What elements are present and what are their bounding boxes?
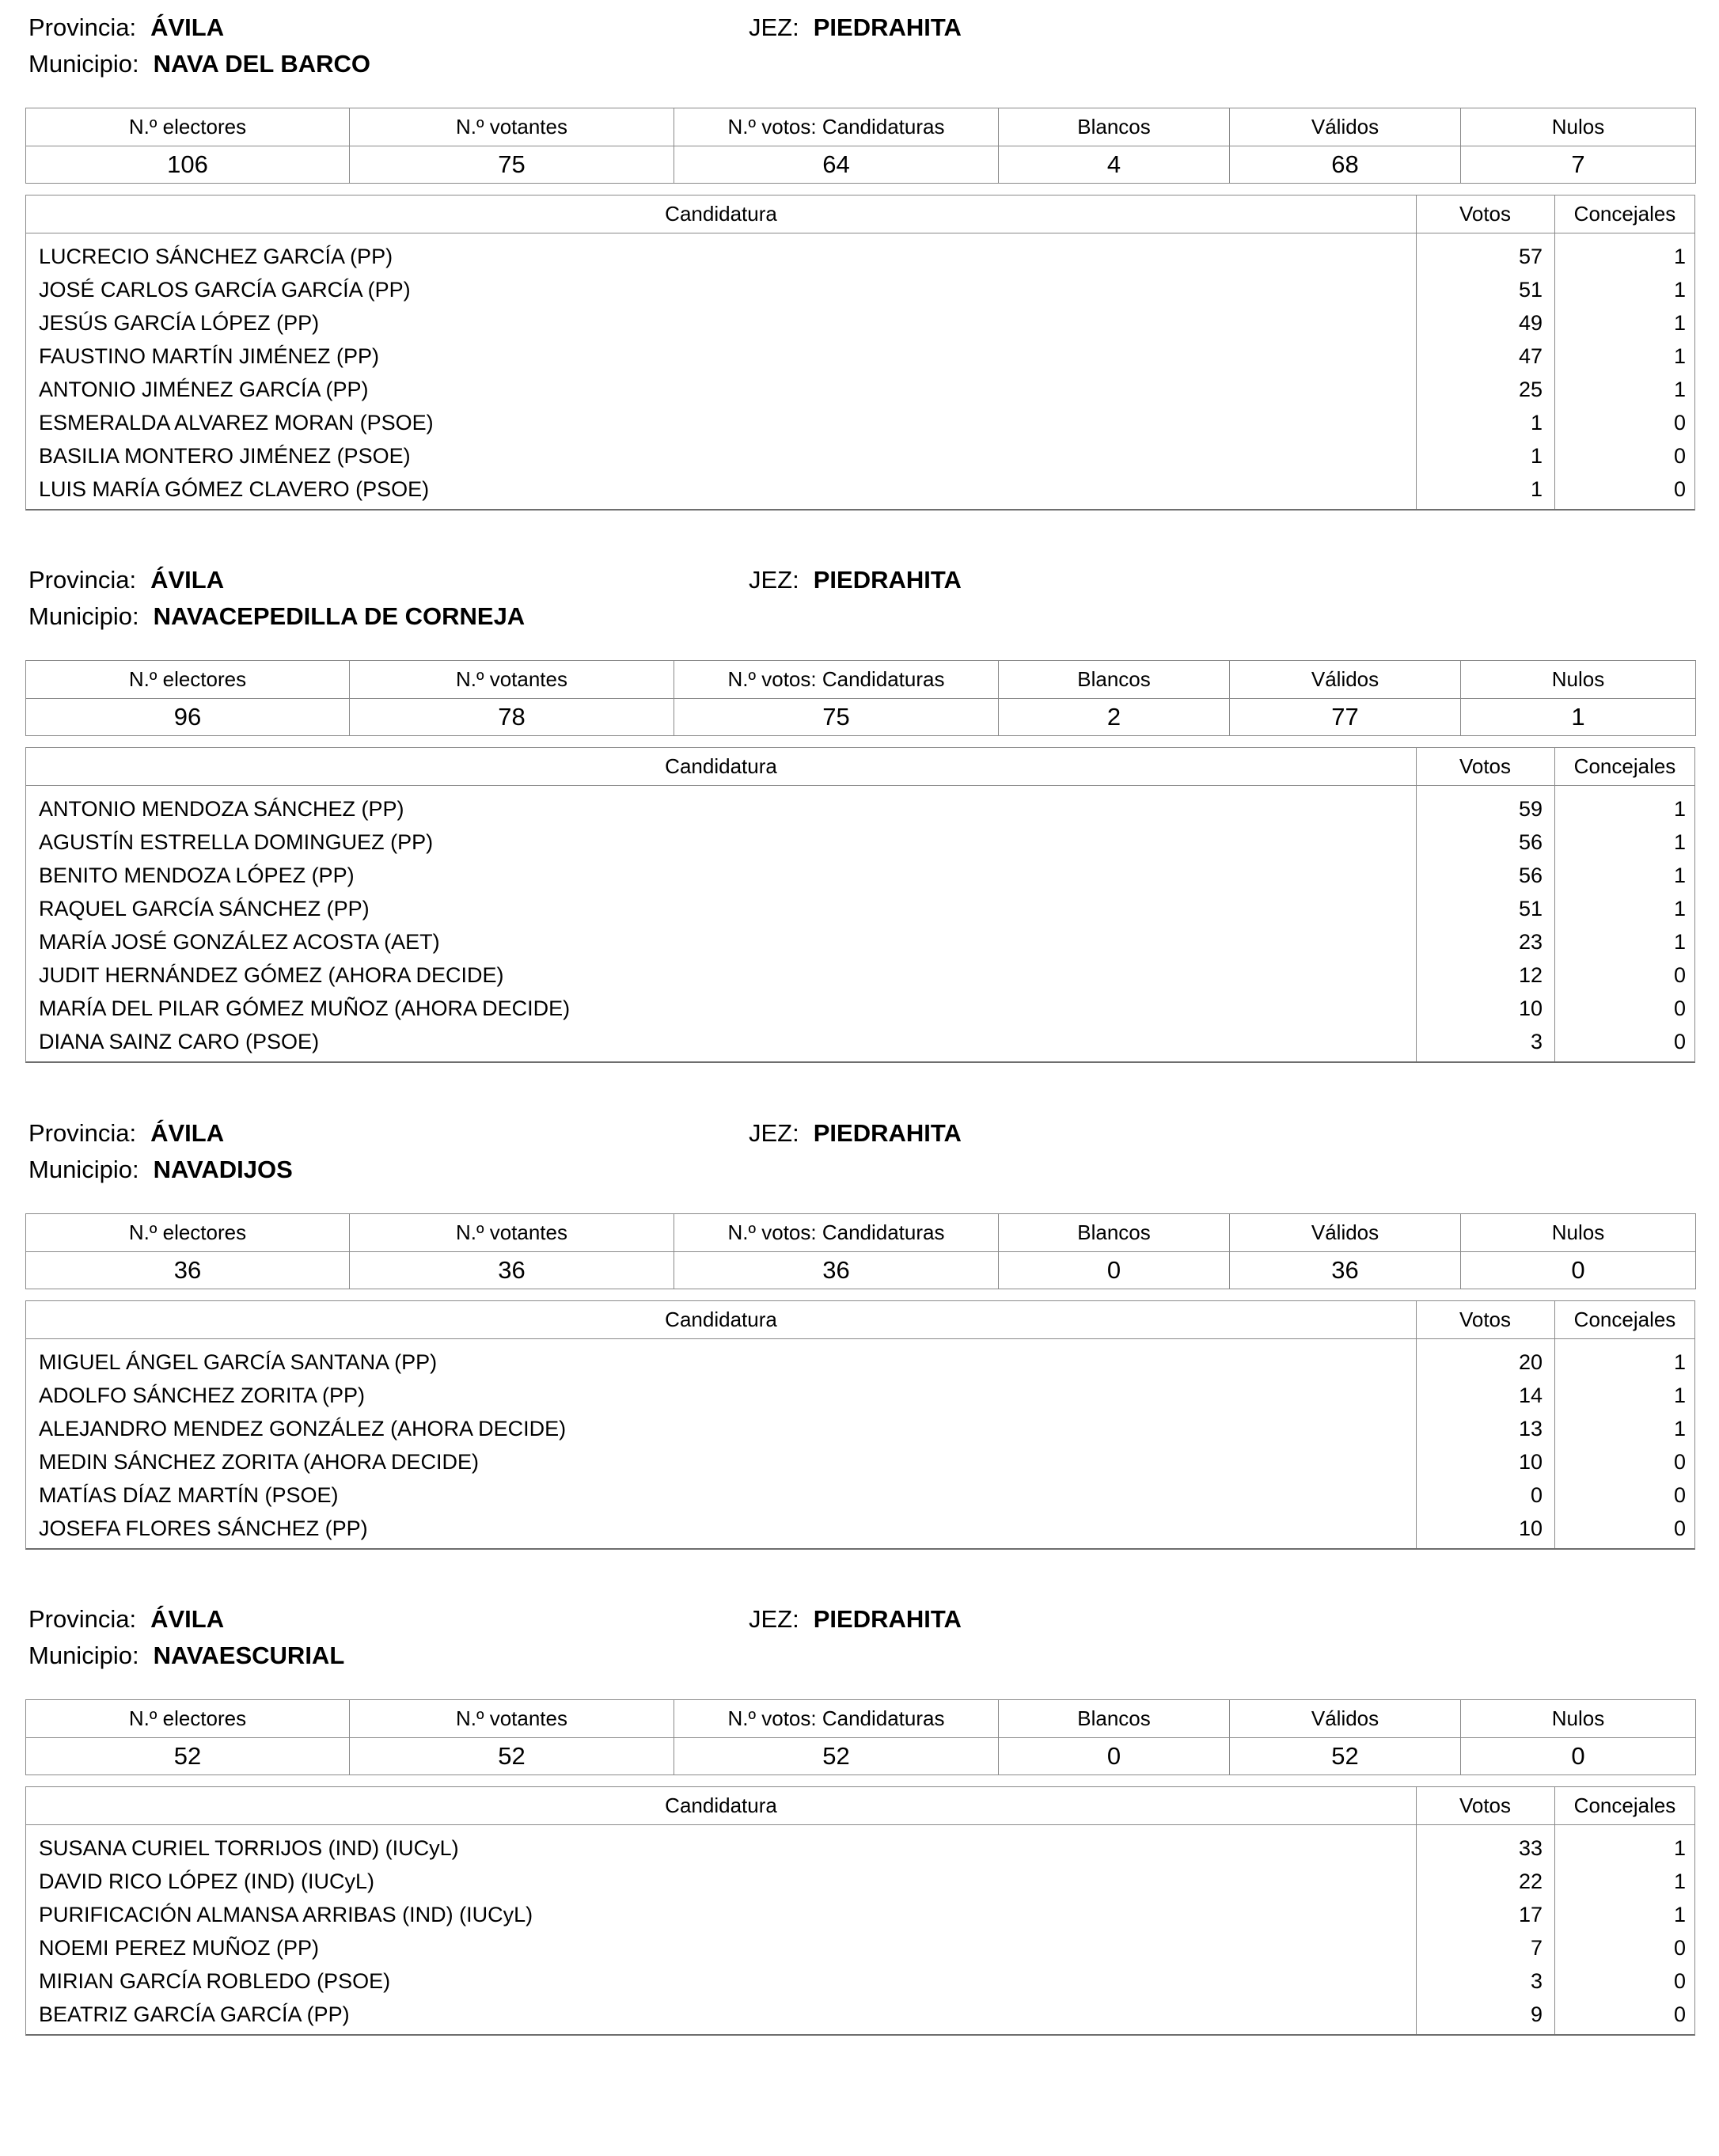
summary-header-electores: N.º electores xyxy=(26,108,350,146)
jez-value: PIEDRAHITA xyxy=(813,566,962,594)
candidate-votes: 3 xyxy=(1530,1969,1543,1993)
candidate-name: BEATRIZ GARCÍA GARCÍA (PP) xyxy=(39,2002,350,2026)
summary-table xyxy=(25,1699,1696,1775)
summary-header-validos: Válidos xyxy=(1230,661,1461,699)
candidate-votes: 1 xyxy=(1530,477,1543,501)
summary-header-votos_candidaturas: N.º votos: Candidaturas xyxy=(674,1700,999,1738)
summary-table xyxy=(25,108,1696,184)
candidate-votes: 57 xyxy=(1518,245,1543,268)
summary-header-votantes: N.º votantes xyxy=(350,1214,674,1252)
summary-header-validos: Válidos xyxy=(1230,108,1461,146)
concejales-header: Concejales xyxy=(1573,1794,1676,1817)
candidate-votes: 13 xyxy=(1518,1417,1543,1440)
summary-header-votantes: N.º votantes xyxy=(350,661,674,699)
summary-value-validos: 77 xyxy=(1230,698,1461,736)
provincia-line xyxy=(28,564,224,596)
candidate-name: LUIS MARÍA GÓMEZ CLAVERO (PSOE) xyxy=(39,477,430,501)
municipio-line xyxy=(28,48,370,80)
candidate-votes: 23 xyxy=(1518,930,1543,954)
candidate-votes: 51 xyxy=(1518,278,1543,302)
summary-header-blancos: Blancos xyxy=(999,108,1230,146)
candidate-name: MATÍAS DÍAZ MARTÍN (PSOE) xyxy=(39,1483,339,1507)
candidate-councillors: 1 xyxy=(1673,1350,1686,1374)
candidate-name: LUCRECIO SÁNCHEZ GARCÍA (PP) xyxy=(39,245,393,268)
candidate-row xyxy=(26,1412,1694,1445)
candidate-row xyxy=(26,340,1694,373)
provincia-line xyxy=(28,12,224,44)
candidate-votes: 25 xyxy=(1518,378,1543,401)
candidates-table xyxy=(25,195,1695,511)
candidate-row xyxy=(26,1025,1694,1058)
candidate-row xyxy=(26,1478,1694,1512)
summary-value-validos: 68 xyxy=(1230,146,1461,184)
provincia-label: Provincia: xyxy=(28,566,137,594)
candidate-councillors: 1 xyxy=(1673,311,1686,335)
candidate-councillors: 1 xyxy=(1673,378,1686,401)
votos-header: Votos xyxy=(1459,1794,1512,1817)
summary-header-votos_candidaturas: N.º votos: Candidaturas xyxy=(674,661,999,699)
candidate-row xyxy=(26,439,1694,473)
candidate-councillors: 1 xyxy=(1673,245,1686,268)
candidate-row xyxy=(26,1445,1694,1478)
candidates-table xyxy=(25,747,1695,1063)
candidate-name: JESÚS GARCÍA LÓPEZ (PP) xyxy=(39,311,320,335)
candidate-row xyxy=(26,273,1694,306)
municipio-value: NAVAESCURIAL xyxy=(153,1642,345,1669)
summary-value-votantes: 78 xyxy=(350,698,674,736)
candidate-row xyxy=(26,1931,1694,1964)
summary-value-electores: 96 xyxy=(26,698,350,736)
summary-value-electores: 36 xyxy=(26,1251,350,1289)
candidate-row xyxy=(26,958,1694,992)
concejales-header: Concejales xyxy=(1573,1308,1676,1331)
candidate-row xyxy=(26,892,1694,925)
summary-header-nulos: Nulos xyxy=(1461,661,1696,699)
candidate-name: MEDIN SÁNCHEZ ZORITA (AHORA DECIDE) xyxy=(39,1450,480,1474)
candidates-header xyxy=(26,1787,1694,1825)
candidate-name: AGUSTÍN ESTRELLA DOMINGUEZ (PP) xyxy=(39,830,434,854)
candidate-name: DAVID RICO LÓPEZ (IND) (IUCyL) xyxy=(39,1869,375,1893)
candidatura-header: Candidatura xyxy=(665,754,777,778)
candidate-row xyxy=(26,992,1694,1025)
municipio-label: Municipio: xyxy=(28,1156,139,1183)
summary-value-blancos: 0 xyxy=(999,1251,1230,1289)
provincia-label: Provincia: xyxy=(28,1119,137,1147)
municipio-line xyxy=(28,601,525,632)
candidate-votes: 22 xyxy=(1518,1869,1543,1893)
provincia-value: ÁVILA xyxy=(150,1119,225,1147)
candidate-councillors: 1 xyxy=(1673,930,1686,954)
candidate-name: MARÍA JOSÉ GONZÁLEZ ACOSTA (AET) xyxy=(39,930,440,954)
candidate-row xyxy=(26,826,1694,859)
summary-header-electores: N.º electores xyxy=(26,1214,350,1252)
municipio-line xyxy=(28,1640,344,1672)
candidate-name: ANTONIO JIMÉNEZ GARCÍA (PP) xyxy=(39,378,369,401)
candidate-councillors: 0 xyxy=(1673,1450,1686,1474)
candidate-councillors: 0 xyxy=(1673,1936,1686,1960)
candidate-votes: 51 xyxy=(1518,897,1543,920)
candidate-councillors: 0 xyxy=(1673,477,1686,501)
votos-header: Votos xyxy=(1459,754,1512,778)
candidate-name: DIANA SAINZ CARO (PSOE) xyxy=(39,1030,320,1053)
candidate-votes: 10 xyxy=(1518,1450,1543,1474)
concejales-header: Concejales xyxy=(1573,202,1676,226)
candidate-councillors: 0 xyxy=(1673,2002,1686,2026)
candidate-name: MIGUEL ÁNGEL GARCÍA SANTANA (PP) xyxy=(39,1350,438,1374)
jez-line xyxy=(749,12,962,44)
candidate-votes: 49 xyxy=(1518,311,1543,335)
summary-table xyxy=(25,660,1696,736)
candidate-row xyxy=(26,1831,1694,1865)
summary-header-votos_candidaturas: N.º votos: Candidaturas xyxy=(674,108,999,146)
candidate-name: ESMERALDA ALVAREZ MORAN (PSOE) xyxy=(39,411,434,435)
summary-value-nulos: 0 xyxy=(1461,1251,1696,1289)
candidate-row xyxy=(26,1865,1694,1898)
candidatura-header: Candidatura xyxy=(665,1308,777,1331)
candidate-row xyxy=(26,859,1694,892)
candidate-row xyxy=(26,473,1694,506)
summary-header-blancos: Blancos xyxy=(999,1214,1230,1252)
summary-value-electores: 52 xyxy=(26,1737,350,1775)
summary-header-electores: N.º electores xyxy=(26,661,350,699)
candidate-votes: 56 xyxy=(1518,830,1543,854)
municipio-label: Municipio: xyxy=(28,602,139,630)
candidate-name: JOSEFA FLORES SÁNCHEZ (PP) xyxy=(39,1516,368,1540)
candidate-councillors: 1 xyxy=(1673,1417,1686,1440)
candidate-name: JOSÉ CARLOS GARCÍA GARCÍA (PP) xyxy=(39,278,411,302)
candidate-row xyxy=(26,1964,1694,1998)
votos-header: Votos xyxy=(1459,202,1512,226)
candidate-votes: 1 xyxy=(1530,411,1543,435)
candidate-name: JUDIT HERNÁNDEZ GÓMEZ (AHORA DECIDE) xyxy=(39,963,504,987)
candidate-votes: 17 xyxy=(1518,1903,1543,1926)
candidates-header xyxy=(26,195,1694,233)
candidate-votes: 14 xyxy=(1518,1384,1543,1407)
candidatura-header: Candidatura xyxy=(665,1794,777,1817)
candidate-votes: 9 xyxy=(1530,2002,1543,2026)
summary-header-nulos: Nulos xyxy=(1461,1700,1696,1738)
candidate-votes: 33 xyxy=(1518,1836,1543,1860)
concejales-header: Concejales xyxy=(1573,754,1676,778)
summary-value-validos: 36 xyxy=(1230,1251,1461,1289)
candidate-councillors: 1 xyxy=(1673,1869,1686,1893)
summary-header-validos: Válidos xyxy=(1230,1214,1461,1252)
candidate-votes: 0 xyxy=(1530,1483,1543,1507)
candidate-councillors: 1 xyxy=(1673,278,1686,302)
summary-value-votos_candidaturas: 75 xyxy=(674,698,999,736)
candidate-votes: 3 xyxy=(1530,1030,1543,1053)
municipio-line xyxy=(28,1154,293,1186)
jez-value: PIEDRAHITA xyxy=(813,1605,962,1633)
provincia-value: ÁVILA xyxy=(150,13,225,41)
candidate-row xyxy=(26,1998,1694,2031)
candidate-councillors: 0 xyxy=(1673,1516,1686,1540)
summary-value-nulos: 7 xyxy=(1461,146,1696,184)
candidate-name: SUSANA CURIEL TORRIJOS (IND) (IUCyL) xyxy=(39,1836,459,1860)
candidate-row xyxy=(26,1898,1694,1931)
candidate-row xyxy=(26,1512,1694,1545)
candidate-councillors: 1 xyxy=(1673,344,1686,368)
summary-value-votos_candidaturas: 52 xyxy=(674,1737,999,1775)
summary-value-validos: 52 xyxy=(1230,1737,1461,1775)
summary-header-nulos: Nulos xyxy=(1461,1214,1696,1252)
municipio-value: NAVACEPEDILLA DE CORNEJA xyxy=(153,602,526,630)
candidate-councillors: 0 xyxy=(1673,444,1686,468)
candidate-councillors: 0 xyxy=(1673,1483,1686,1507)
candidate-votes: 12 xyxy=(1518,963,1543,987)
candidatura-header: Candidatura xyxy=(665,202,777,226)
candidates-table xyxy=(25,1786,1695,2036)
jez-label: JEZ: xyxy=(749,566,799,594)
candidate-name: MIRIAN GARCÍA ROBLEDO (PSOE) xyxy=(39,1969,391,1993)
summary-header-votantes: N.º votantes xyxy=(350,1700,674,1738)
summary-value-votos_candidaturas: 36 xyxy=(674,1251,999,1289)
candidates-header xyxy=(26,1301,1694,1339)
jez-line xyxy=(749,1118,962,1149)
candidate-councillors: 1 xyxy=(1673,864,1686,887)
summary-header-votantes: N.º votantes xyxy=(350,108,674,146)
candidate-name: MARÍA DEL PILAR GÓMEZ MUÑOZ (AHORA DECIDE) xyxy=(39,996,571,1020)
candidate-councillors: 1 xyxy=(1673,830,1686,854)
candidate-name: ADOLFO SÁNCHEZ ZORITA (PP) xyxy=(39,1384,366,1407)
municipio-label: Municipio: xyxy=(28,1642,139,1669)
summary-header-validos: Válidos xyxy=(1230,1700,1461,1738)
candidate-row xyxy=(26,792,1694,826)
candidate-row xyxy=(26,240,1694,273)
candidate-votes: 20 xyxy=(1518,1350,1543,1374)
candidate-row xyxy=(26,373,1694,406)
summary-value-nulos: 0 xyxy=(1461,1737,1696,1775)
candidate-councillors: 0 xyxy=(1673,1969,1686,1993)
candidate-councillors: 0 xyxy=(1673,411,1686,435)
jez-label: JEZ: xyxy=(749,1605,799,1633)
summary-value-blancos: 4 xyxy=(999,146,1230,184)
jez-value: PIEDRAHITA xyxy=(813,13,962,41)
candidate-row xyxy=(26,1346,1694,1379)
summary-value-votantes: 75 xyxy=(350,146,674,184)
candidate-name: BENITO MENDOZA LÓPEZ (PP) xyxy=(39,864,355,887)
candidate-row xyxy=(26,925,1694,958)
candidate-name: ALEJANDRO MENDEZ GONZÁLEZ (AHORA DECIDE) xyxy=(39,1417,567,1440)
summary-value-votantes: 52 xyxy=(350,1737,674,1775)
candidate-votes: 56 xyxy=(1518,864,1543,887)
provincia-line xyxy=(28,1118,224,1149)
summary-value-votos_candidaturas: 64 xyxy=(674,146,999,184)
candidate-votes: 7 xyxy=(1530,1936,1543,1960)
summary-header-blancos: Blancos xyxy=(999,1700,1230,1738)
candidate-name: ANTONIO MENDOZA SÁNCHEZ (PP) xyxy=(39,797,404,821)
summary-header-electores: N.º electores xyxy=(26,1700,350,1738)
candidate-name: RAQUEL GARCÍA SÁNCHEZ (PP) xyxy=(39,897,370,920)
summary-value-electores: 106 xyxy=(26,146,350,184)
summary-value-nulos: 1 xyxy=(1461,698,1696,736)
candidate-row xyxy=(26,1379,1694,1412)
provincia-label: Provincia: xyxy=(28,1605,137,1633)
candidate-votes: 59 xyxy=(1518,797,1543,821)
jez-label: JEZ: xyxy=(749,1119,799,1147)
candidate-votes: 10 xyxy=(1518,996,1543,1020)
provincia-value: ÁVILA xyxy=(150,1605,225,1633)
candidate-name: PURIFICACIÓN ALMANSA ARRIBAS (IND) (IUCyL) xyxy=(39,1903,533,1926)
summary-table xyxy=(25,1213,1696,1289)
municipio-value: NAVA DEL BARCO xyxy=(153,50,370,78)
provincia-line xyxy=(28,1604,224,1635)
candidate-name: FAUSTINO MARTÍN JIMÉNEZ (PP) xyxy=(39,344,380,368)
summary-value-votantes: 36 xyxy=(350,1251,674,1289)
candidate-councillors: 1 xyxy=(1673,1384,1686,1407)
candidate-councillors: 0 xyxy=(1673,963,1686,987)
municipio-label: Municipio: xyxy=(28,50,139,78)
summary-header-votos_candidaturas: N.º votos: Candidaturas xyxy=(674,1214,999,1252)
candidate-councillors: 1 xyxy=(1673,897,1686,920)
votos-header: Votos xyxy=(1459,1308,1512,1331)
candidate-row xyxy=(26,306,1694,340)
candidate-votes: 1 xyxy=(1530,444,1543,468)
candidates-table xyxy=(25,1300,1695,1550)
candidate-votes: 47 xyxy=(1518,344,1543,368)
summary-value-blancos: 2 xyxy=(999,698,1230,736)
municipio-value: NAVADIJOS xyxy=(153,1156,293,1183)
candidate-councillors: 1 xyxy=(1673,1836,1686,1860)
provincia-label: Provincia: xyxy=(28,13,137,41)
candidate-councillors: 1 xyxy=(1673,797,1686,821)
provincia-value: ÁVILA xyxy=(150,566,225,594)
candidate-name: NOEMI PEREZ MUÑOZ (PP) xyxy=(39,1936,320,1960)
jez-label: JEZ: xyxy=(749,13,799,41)
summary-value-blancos: 0 xyxy=(999,1737,1230,1775)
summary-header-nulos: Nulos xyxy=(1461,108,1696,146)
summary-header-blancos: Blancos xyxy=(999,661,1230,699)
candidate-name: BASILIA MONTERO JIMÉNEZ (PSOE) xyxy=(39,444,411,468)
candidate-councillors: 0 xyxy=(1673,996,1686,1020)
jez-line xyxy=(749,1604,962,1635)
candidates-header xyxy=(26,748,1694,786)
jez-line xyxy=(749,564,962,596)
jez-value: PIEDRAHITA xyxy=(813,1119,962,1147)
candidate-councillors: 1 xyxy=(1673,1903,1686,1926)
candidate-row xyxy=(26,406,1694,439)
candidate-councillors: 0 xyxy=(1673,1030,1686,1053)
candidate-votes: 10 xyxy=(1518,1516,1543,1540)
